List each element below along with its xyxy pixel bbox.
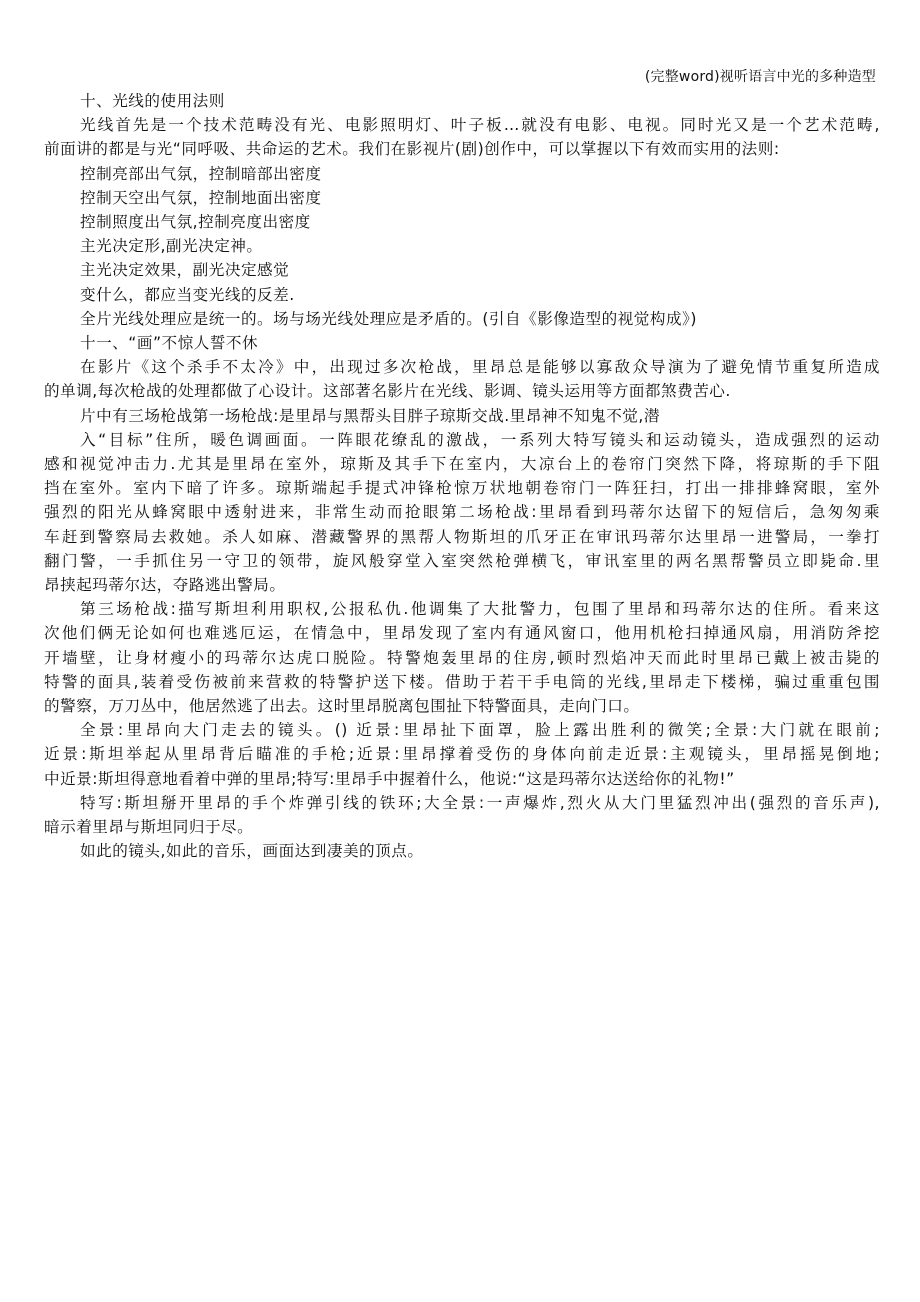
- text-line: 车赶到警察局去救她。杀人如麻、潜藏警界的黑帮人物斯坦的爪牙正在审讯玛蒂尔达里昂一进警局，一拳打: [44, 527, 880, 546]
- text-line: 全景:里昂向大门走去的镜头。() 近景:里昂扯下面罩，脸上露出胜利的微笑;全景:大门就在眼前;: [80, 721, 880, 740]
- text-line: 特警的面具,装着受伤被前来营救的特警护送下楼。借助于若干手电筒的光线,里昂走下楼梯，骗过重重包围: [44, 672, 880, 691]
- paragraph-conclusion: 如此的镜头,如此的音乐，画面达到凄美的顶点。: [80, 842, 424, 861]
- text-line: 次他们俩无论如何也难逃厄运，在情急中，里昂发现了室内有通风窗口，他用机枪扫掉通风扇，用消防斧挖: [44, 624, 880, 643]
- section-heading-11: 十一、“画”不惊人誓不休: [80, 334, 259, 353]
- text-line: 暗示着里昂与斯坦同归于尽。: [44, 818, 254, 837]
- rule-item: 控制天空出气氛，控制地面出密度: [80, 188, 322, 207]
- text-line: 近景:斯坦举起从里昂背后瞄准的手枪;近景:里昂撑着受伤的身体向前走近景:主观镜头，里昂摇晃倒地;: [44, 745, 880, 764]
- paragraph-first-gunfight-intro: 片中有三场枪战第一场枪战:是里昂与黑帮头目胖子琼斯交战.里昂神不知鬼不觉,潜: [80, 406, 660, 425]
- document-body: [44, 89, 880, 864]
- rule-item: 控制亮部出气氛，控制暗部出密度: [80, 164, 322, 183]
- text-line: 第三场枪战:描写斯坦利用职权,公报私仇.他调集了大批警力，包围了里昂和玛蒂尔达的住所。看来这: [80, 600, 880, 619]
- rule-item: 控制照度出气氛,控制亮度出密度: [80, 213, 311, 232]
- paragraph-film-intro: [44, 355, 880, 403]
- rule-item: 全片光线处理应是统一的。场与场光线处理应是矛盾的。(引自《影像造型的视觉构成》): [80, 309, 697, 328]
- paragraph-shot-list: [44, 718, 880, 791]
- text-line: 在影片《这个杀手不太冷》中，出现过多次枪战，里昂总是能够以寡敌众导演为了避免情节重复所造成: [80, 358, 880, 377]
- paragraph-third-gunfight: [44, 597, 880, 718]
- page-header: (完整word)视听语言中光的多种造型: [644, 69, 876, 85]
- section10-intro-paragraph: [44, 113, 880, 161]
- text-line: 特写:斯坦掰开里昂的手个炸弹引线的铁环;大全景:一声爆炸,烈火从大门里猛烈冲出(强烈的音乐声),: [80, 793, 880, 812]
- text-line: 感和视觉冲击力.尤其是里昂在室外，琼斯及其手下在室内，大凉台上的卷帘门突然下降，将琼斯的手下阻: [44, 455, 880, 474]
- rule-item: 变什么，都应当变光线的反差.: [80, 285, 295, 304]
- paragraph-final-shot: [44, 791, 880, 839]
- text-line: 昂挟起玛蒂尔达，夺路逃出警局。: [44, 576, 286, 595]
- section-heading-10: 十、光线的使用法则: [80, 92, 225, 110]
- text-line: 中近景:斯坦得意地看着中弹的里昂;特写:里昂手中握着什么，他说:“这是玛蒂尔达送给你的礼物!”: [44, 769, 735, 788]
- rule-item: 主光决定效果，副光决定感觉: [80, 261, 290, 280]
- text-line: 强烈的阳光从蜂窝眼中透射进来，非常生动而抢眼第二场枪战:里昂看到玛蒂尔达留下的短信后，急匆匆乘: [44, 503, 880, 522]
- text-line: 翻门警，一手抓住另一守卫的领带，旋风般穿堂入室突然枪弹横飞，审讯室里的两名黑帮警员立即毙命.里: [44, 551, 880, 570]
- text-line: 前面讲的都是与光“同呼吸、共命运的艺术。我们在影视片(剧)创作中，可以掌握以下有效而实用的法则:: [44, 140, 780, 159]
- rule-item: 主光决定形,副光决定神。: [80, 237, 263, 256]
- text-line: 光线首先是一个技术范畴没有光、电影照明灯、叶子板…就没有电影、电视。同时光又是一个艺术范畴,: [80, 116, 880, 135]
- paragraph-gunfights-one-two: [44, 428, 880, 597]
- text-line: 开墙壁，让身材瘦小的玛蒂尔达虎口脱险。特警炮轰里昂的住房,顿时烈焰冲天而此时里昂已戴上被击毙的: [44, 648, 880, 667]
- text-line: 的单调,每次枪战的处理都做了心设计。这部著名影片在光线、影调、镜头运用等方面都煞费苦心.: [44, 382, 731, 401]
- text-line: 挡在室外。室内下暗了许多。琼斯端起手提式冲锋枪惊万状地朝卷帘门一阵狂扫，打出一排排蜂窝眼，室外: [44, 479, 880, 498]
- text-line: 的警察，万刀丛中，他居然逃了出去。这时里昂脱离包围扯下特警面具，走向门口。: [44, 697, 640, 716]
- text-line: 入“目标”住所，暖色调画面。一阵眼花缭乱的激战，一系列大特写镜头和运动镜头，造成强烈的运动: [80, 430, 880, 449]
